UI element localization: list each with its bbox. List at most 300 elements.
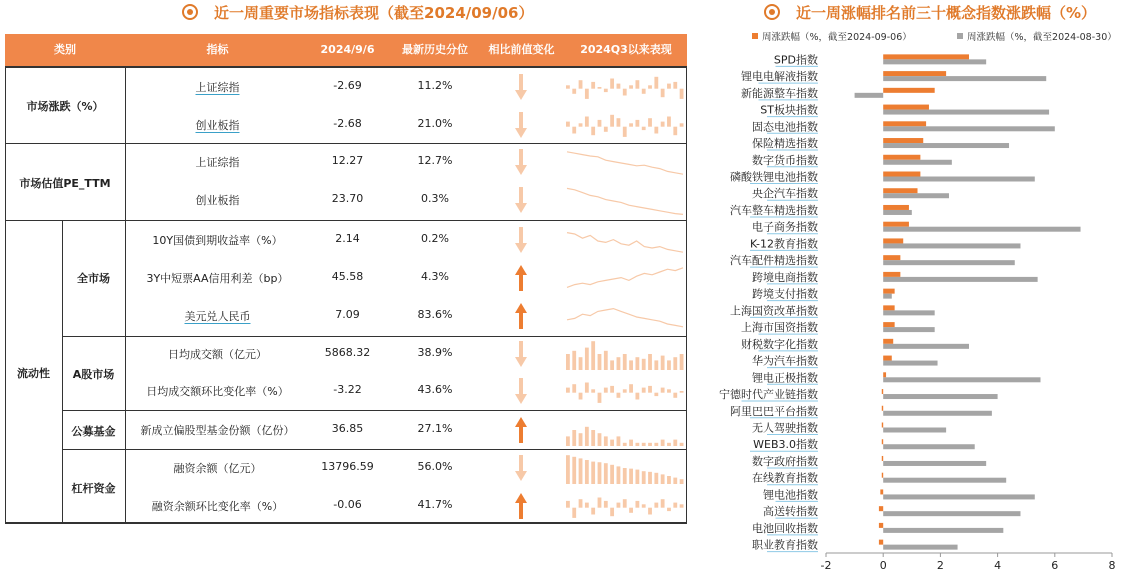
sparkline-bar: [598, 393, 602, 403]
sparkline-bar: [591, 389, 595, 392]
sparkline-bar: [661, 499, 665, 508]
bar-gray: [883, 310, 934, 315]
category-label: 固态电池指数: [752, 120, 818, 134]
indicator-value: 13796.59: [321, 460, 374, 473]
bar-gray: [883, 494, 1035, 499]
bar-gray: [883, 511, 1020, 516]
bar-gray: [883, 361, 937, 366]
sparkline-bar: [604, 463, 608, 484]
bar-gray: [883, 428, 946, 433]
bar-gray: [883, 545, 957, 550]
category-label: 央企汽车指数: [752, 187, 818, 201]
bar-orange: [883, 356, 892, 361]
indicator-name: 日均成交额环比变化率（%）: [146, 385, 289, 398]
trend-sparkline: [565, 374, 685, 408]
sparkline-bar: [566, 122, 570, 127]
category-label: 宁德时代产业链指数: [719, 388, 818, 402]
bar-gray: [883, 260, 1015, 265]
sparkline-bar: [661, 440, 665, 446]
x-tick-label: 2: [936, 559, 944, 572]
indicator-value: -2.68: [333, 117, 362, 130]
sparkline-bar: [635, 393, 639, 400]
indicator-value: -0.06: [333, 498, 362, 511]
bar-gray: [883, 461, 986, 466]
sparkline-bar: [610, 115, 614, 127]
header-percentile: 最新历史分位: [402, 43, 468, 56]
sparkline-bar: [661, 122, 665, 127]
category-label: 汽车整车精选指数: [730, 203, 818, 217]
sparkline-bar: [629, 469, 633, 484]
indicator-name: 融资余额（亿元）: [173, 462, 262, 475]
sparkline-line: [567, 152, 683, 174]
bar-gray: [883, 327, 934, 332]
sparkline-bar: [623, 127, 627, 137]
sparkline-bar: [604, 127, 608, 132]
category-label: 阿里巴巴平台指数: [730, 404, 818, 418]
table-rule: [62, 449, 687, 450]
bar-orange: [883, 71, 946, 76]
sparkline-bar: [623, 89, 627, 96]
bar-orange: [883, 305, 894, 310]
sparkline-bar: [648, 443, 652, 446]
arrow-up-icon: [514, 416, 528, 444]
sparkline-bar: [572, 127, 576, 134]
indicator-percentile: 27.1%: [417, 422, 453, 435]
bar-gray: [883, 160, 952, 165]
category-label: 高送转指数: [763, 505, 818, 519]
bar-gray: [883, 444, 975, 449]
category-label: 新能源整车指数: [741, 86, 818, 100]
category-label: 上海国资改革指数: [730, 304, 818, 318]
sparkline-bar: [673, 393, 677, 398]
sparkline-bar: [654, 77, 658, 89]
sparkline-bar: [629, 440, 633, 446]
category-label: 财税数字化指数: [741, 337, 818, 351]
group-a-share: A股市场: [72, 368, 115, 381]
header-category: 类别: [54, 43, 76, 56]
indicator-percentile: 83.6%: [417, 308, 453, 321]
sparkline-bar: [579, 80, 583, 89]
header-date: 2024/9/6: [320, 43, 375, 56]
sparkline-bar: [642, 471, 646, 484]
indicator-name: 10Y国债到期收益率（%）: [152, 234, 283, 247]
sparkline-bar: [572, 384, 576, 393]
target-icon: [764, 4, 780, 20]
sparkline-bar: [572, 351, 576, 370]
category-label: 跨境电商指数: [752, 270, 818, 284]
category-label: 数字货币指数: [752, 153, 818, 167]
sparkline-bar: [648, 85, 652, 88]
sparkline-bar: [572, 89, 576, 94]
indicator-link[interactable]: 创业板指: [195, 119, 240, 132]
sparkline-bar: [680, 479, 684, 484]
sparkline-bar: [654, 473, 658, 484]
sparkline-bar: [661, 356, 665, 370]
sparkline-bar: [642, 388, 646, 393]
sparkline-bar: [617, 436, 621, 446]
bar-gray: [883, 76, 1046, 81]
bar-orange: [883, 88, 934, 93]
legend-swatch: [957, 33, 963, 39]
sparkline-bar: [635, 80, 639, 89]
x-tick-label: 0: [879, 559, 887, 572]
sparkline-bar: [654, 127, 658, 134]
sparkline-bar: [610, 79, 614, 89]
sparkline-bar: [579, 433, 583, 446]
category-label: 无人驾驶指数: [752, 421, 818, 435]
sparkline-bar: [667, 476, 671, 484]
sparkline-bar: [566, 354, 570, 370]
indicator-percentile: 0.2%: [421, 232, 449, 245]
sparkline-bar: [617, 84, 621, 89]
trend-sparkline: [565, 489, 685, 523]
arrow-up-icon: [514, 492, 528, 520]
trend-sparkline: [565, 223, 685, 257]
trend-sparkline: [565, 183, 685, 217]
sparkline-bar: [623, 354, 627, 370]
bar-orange: [882, 423, 883, 428]
table-divider: [125, 66, 126, 523]
sparkline-bar: [661, 388, 665, 393]
sparkline-bar: [635, 120, 639, 127]
x-tick-label: 4: [994, 559, 1002, 572]
bar-orange: [882, 406, 883, 411]
category-label: ST板块指数: [760, 103, 818, 117]
x-tick-label: 8: [1108, 559, 1116, 572]
bar-orange: [883, 322, 894, 327]
sparkline-bar: [579, 357, 583, 370]
indicator-link[interactable]: 美元兑人民币: [184, 310, 251, 323]
bar-orange: [882, 439, 883, 444]
sparkline-bar: [591, 127, 595, 136]
group-liquidity: 流动性: [17, 367, 50, 380]
group-market: 市场涨跌（%）: [26, 100, 104, 113]
sparkline-bar: [623, 468, 627, 484]
sparkline-bar: [635, 357, 639, 370]
indicator-name: 融资余额环比变化率（%）: [151, 500, 284, 513]
indicator-percentile: 12.7%: [417, 154, 453, 167]
category-label: 磷酸铁锂电池指数: [730, 170, 818, 184]
sparkline-bar: [654, 360, 658, 370]
sparkline-bar: [680, 89, 684, 99]
arrow-down-icon: [514, 148, 528, 176]
sparkline-bar: [585, 383, 589, 393]
sparkline-bar: [591, 341, 595, 370]
bar-gray: [883, 294, 892, 299]
sparkline-bar: [579, 123, 583, 126]
sparkline-bar: [579, 499, 583, 508]
bar-gray: [883, 59, 986, 64]
sparkline-bar: [610, 360, 614, 370]
sparkline-bar: [604, 501, 608, 508]
sparkline-bar: [673, 357, 677, 370]
sparkline-bar: [642, 359, 646, 370]
sparkline-bar: [680, 354, 684, 370]
sparkline-bar: [629, 384, 633, 393]
category-label: SPD指数: [773, 53, 818, 67]
bar-gray: [883, 227, 1080, 232]
legend-label: 周涨跌幅（%，截至2024-08-30）: [967, 32, 1117, 43]
sparkline-bar: [635, 501, 639, 508]
bar-orange: [883, 255, 900, 260]
indicator-value: -2.69: [333, 79, 362, 92]
bar-orange: [883, 138, 923, 143]
sparkline-bar: [566, 388, 570, 393]
sparkline-bar: [667, 84, 671, 89]
table-title-text: 近一周重要市场指标表现（截至2024/09/06）: [214, 3, 534, 22]
sparkline-bar: [617, 357, 621, 370]
header-change: 相比前值变化: [488, 43, 555, 56]
header-indicator: 指标: [206, 43, 229, 56]
indicator-value: 12.27: [331, 154, 364, 167]
indicator-percentile: 21.0%: [417, 117, 453, 130]
bar-orange: [883, 339, 893, 344]
sparkline-bar: [673, 440, 677, 446]
bar-orange: [880, 489, 883, 494]
group-leverage: 杠杆资金: [71, 482, 116, 495]
arrow-down-icon: [514, 377, 528, 405]
sparkline-line: [567, 309, 683, 327]
arrow-down-icon: [514, 340, 528, 368]
indicator-value: -3.22: [333, 383, 362, 396]
sparkline-bar: [604, 89, 608, 92]
trend-sparkline: [565, 261, 685, 295]
chart-title: [764, 2, 1096, 22]
category-label: 锂电电解液指数: [741, 70, 818, 84]
sparkline-bar: [673, 82, 677, 89]
sparkline-bar: [623, 443, 627, 446]
sparkline-bar: [591, 462, 595, 484]
bar-gray: [883, 478, 1006, 483]
sparkline-bar: [667, 443, 671, 446]
group-all-market: 全市场: [77, 272, 110, 285]
sparkline-bar: [579, 458, 583, 484]
sparkline-bar: [598, 120, 602, 127]
sparkline-bar: [598, 87, 602, 89]
category-label: 汽车配件精选指数: [730, 254, 818, 268]
sparkline-bar: [604, 351, 608, 370]
sparkline-bar: [572, 508, 576, 518]
sparkline-bar: [648, 386, 652, 393]
sparkline-bar: [598, 498, 602, 508]
sparkline-bar: [667, 508, 671, 511]
category-label: 电池回收指数: [752, 521, 818, 535]
table-rule: [5, 220, 687, 221]
group-valuation: 市场估值PE_TTM: [19, 177, 111, 190]
sparkline-bar: [617, 466, 621, 484]
bar-orange: [882, 456, 883, 461]
bar-gray: [883, 193, 949, 198]
indicator-value: 36.85: [331, 422, 364, 435]
sparkline-bar: [623, 389, 627, 392]
sparkline-bar: [648, 472, 652, 484]
sparkline-bar: [673, 127, 677, 136]
table-rule: [62, 410, 687, 411]
sparkline-bar: [642, 443, 646, 446]
category-label: 跨境支付指数: [752, 287, 818, 301]
bar-orange: [883, 272, 900, 277]
bar-orange: [883, 121, 926, 126]
bar-orange: [883, 54, 969, 59]
indicator-value: 5868.32: [324, 346, 371, 359]
sparkline-bar: [673, 478, 677, 484]
bar-orange: [882, 473, 883, 478]
sparkline-bar: [591, 82, 595, 89]
sparkline-bar: [566, 436, 570, 446]
sparkline-bar: [680, 504, 684, 507]
sparkline-bar: [680, 123, 684, 126]
sparkline-bar: [566, 501, 570, 508]
x-tick-label: 6: [1051, 559, 1059, 572]
sparkline-bar: [654, 443, 658, 446]
sparkline-bar: [635, 470, 639, 484]
arrow-down-icon: [514, 111, 528, 139]
sparkline-bar: [585, 89, 589, 99]
trend-sparkline: [565, 337, 685, 371]
indicator-percentile: 11.2%: [417, 79, 453, 92]
sparkline-bar: [629, 123, 633, 126]
sparkline-bar: [579, 393, 583, 400]
indicator-name: 日均成交额（亿元）: [168, 348, 267, 361]
group-fund: 公募基金: [71, 425, 116, 438]
sparkline-bar: [648, 354, 652, 370]
bar-gray: [883, 143, 1009, 148]
sparkline-bar: [617, 393, 621, 398]
indicator-name: 上证综指: [195, 156, 240, 169]
category-label: 职业教育指数: [752, 538, 818, 552]
bar-orange: [883, 372, 886, 377]
indicator-percentile: 0.3%: [421, 192, 449, 205]
category-label: 上海市国资指数: [741, 321, 818, 335]
sparkline-bar: [591, 430, 595, 446]
indicator-name: 3Y中短票AA信用利差（bp）: [146, 272, 289, 285]
sparkline-bar: [585, 117, 589, 127]
sparkline-bar: [680, 391, 684, 393]
category-label: 电子商务指数: [752, 220, 818, 234]
sparkline-bar: [610, 508, 614, 517]
bar-orange: [882, 389, 883, 394]
sparkline-bar: [654, 503, 658, 508]
category-label: 锂电池指数: [763, 488, 818, 502]
bar-gray: [855, 93, 884, 98]
sparkline-bar: [585, 427, 589, 446]
sparkline-bar: [591, 508, 595, 515]
sparkline-bar: [648, 508, 652, 515]
indicator-value: 2.14: [335, 232, 360, 245]
sparkline-bar: [661, 89, 665, 98]
sparkline-bar: [617, 118, 621, 127]
bar-gray: [883, 528, 1003, 533]
trend-sparkline: [565, 451, 685, 485]
bar-orange: [883, 105, 929, 110]
indicator-value: 23.70: [331, 192, 364, 205]
category-label: 锂电正极指数: [752, 371, 818, 385]
indicator-percentile: 56.0%: [417, 460, 453, 473]
bar-orange: [883, 238, 903, 243]
sparkline-bar: [572, 430, 576, 446]
header-trend: 2024Q3以来表现: [580, 43, 672, 56]
category-label: WEB3.0指数: [753, 438, 818, 452]
table-border-right: [686, 66, 687, 523]
arrow-down-icon: [514, 226, 528, 254]
category-label: 保险精选指数: [752, 137, 818, 151]
bar-gray: [883, 344, 969, 349]
sparkline-bar: [604, 388, 608, 393]
sparkline-bar: [598, 433, 602, 446]
sparkline-bar: [623, 499, 627, 508]
indicator-percentile: 38.9%: [417, 346, 453, 359]
bar-orange: [883, 289, 894, 294]
sparkline-bar: [566, 455, 570, 484]
bar-gray: [883, 243, 1020, 248]
arrow-up-icon: [514, 264, 528, 292]
category-label: 数字政府指数: [752, 454, 818, 468]
sparkline-bar: [667, 389, 671, 392]
bar-orange: [879, 540, 883, 545]
sparkline-bar: [566, 85, 570, 88]
arrow-up-icon: [514, 302, 528, 330]
sparkline-bar: [598, 462, 602, 484]
sparkline-bar: [642, 89, 646, 94]
trend-sparkline: [565, 70, 685, 104]
sparkline-bar: [610, 440, 614, 446]
sparkline-bar: [572, 457, 576, 484]
trend-sparkline: [565, 299, 685, 333]
sparkline-bar: [667, 360, 671, 370]
sparkline-bar: [680, 443, 684, 446]
bar-gray: [883, 110, 1049, 115]
sparkline-bar: [667, 117, 671, 127]
sparkline-bar: [617, 503, 621, 508]
bar-gray: [883, 394, 997, 399]
sparkline-bar: [635, 443, 639, 446]
arrow-down-icon: [514, 73, 528, 101]
bar-gray: [883, 177, 1035, 182]
bar-gray: [883, 411, 992, 416]
sparkline-bar: [598, 354, 602, 370]
chart-title-text: 近一周涨幅排名前三十概念指数涨跌幅（%）: [796, 3, 1097, 22]
sparkline-bar: [629, 508, 633, 513]
sparkline-bar: [661, 474, 665, 484]
sparkline-bar: [673, 503, 677, 508]
indicator-link[interactable]: 上证综指: [195, 81, 240, 94]
indicator-name: 创业板指: [195, 194, 240, 207]
sparkline-bar: [585, 503, 589, 508]
bar-orange: [883, 188, 917, 193]
sparkline-bar: [648, 118, 652, 127]
category-label: K-12教育指数: [749, 237, 818, 251]
bar-gray: [883, 377, 1040, 382]
x-tick-label: -2: [820, 559, 832, 572]
sparkline-bar: [610, 386, 614, 393]
indicator-percentile: 43.6%: [417, 383, 453, 396]
sparkline-line: [567, 233, 683, 253]
category-label: 华为汽车指数: [752, 354, 818, 368]
table-border-left: [5, 66, 6, 523]
sparkline-bar: [585, 460, 589, 484]
sparkline-bar: [642, 127, 646, 130]
indicator-name: 新成立偏股型基金份额（亿份）: [140, 424, 295, 437]
indicator-value: 45.58: [331, 270, 364, 283]
bar-orange: [879, 523, 883, 528]
bar-gray: [883, 210, 912, 215]
table-rule: [5, 143, 687, 144]
bar-orange: [883, 172, 920, 177]
trend-sparkline: [565, 413, 685, 447]
indicator-percentile: 41.7%: [417, 498, 453, 511]
sparkline-line: [567, 268, 683, 288]
arrow-down-icon: [514, 186, 528, 214]
